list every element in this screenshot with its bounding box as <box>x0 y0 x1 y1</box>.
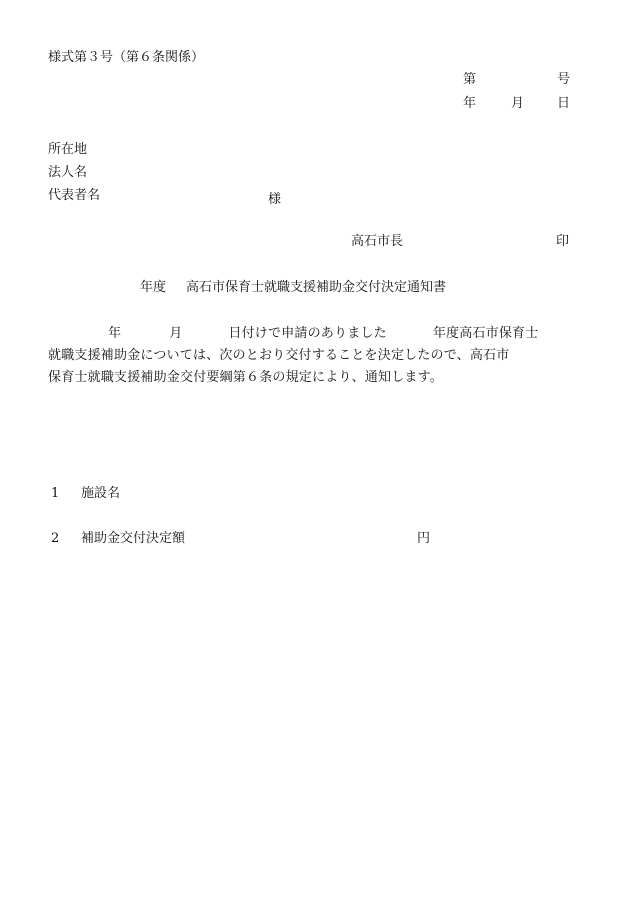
document-title <box>140 280 446 296</box>
notice-body-line-3: 保育士就職支援補助金交付要綱第６条の規定により、通知します。 <box>48 370 443 385</box>
issuer-seal-mark: 印 <box>556 234 570 249</box>
notice-body-line-2: 就職支援補助金については、次のとおり交付することを決定したので、高石市 <box>48 348 510 363</box>
notice-body <box>48 323 578 389</box>
form-number-label: 様式第３号（第６条関係） <box>48 50 205 65</box>
document-number <box>463 72 570 88</box>
yen-unit: 円 <box>417 531 431 546</box>
issuer-title: 高石市長 <box>351 234 404 249</box>
issue-date-day: 日 <box>556 96 570 111</box>
item-facility-name <box>48 486 120 502</box>
item-label: 補助金交付決定額 <box>81 531 186 546</box>
recipient-corporation-label: 法人名 <box>48 165 88 180</box>
document-title-fiscal-year: 年度 <box>140 280 167 295</box>
item-number: 2 <box>51 531 60 546</box>
item-label: 施設名 <box>81 486 121 501</box>
document-number-suffix: 号 <box>556 72 570 87</box>
item-number: 1 <box>51 486 60 501</box>
document-title-text: 高石市保育士就職支援補助金交付決定通知書 <box>186 280 447 295</box>
notice-body-line-1: 年 月 日付けで申請のありました 年度高石市保育士 <box>108 326 539 341</box>
recipient-honorific: 様 <box>268 192 282 207</box>
issue-date <box>463 96 570 112</box>
recipient-representative-label: 代表者名 <box>48 188 101 203</box>
recipient-address-label: 所在地 <box>48 142 88 157</box>
issue-date-year: 年 <box>462 96 476 111</box>
item-grant-amount <box>48 531 185 547</box>
document-number-prefix: 第 <box>462 72 476 87</box>
issue-date-month: 月 <box>510 96 524 111</box>
